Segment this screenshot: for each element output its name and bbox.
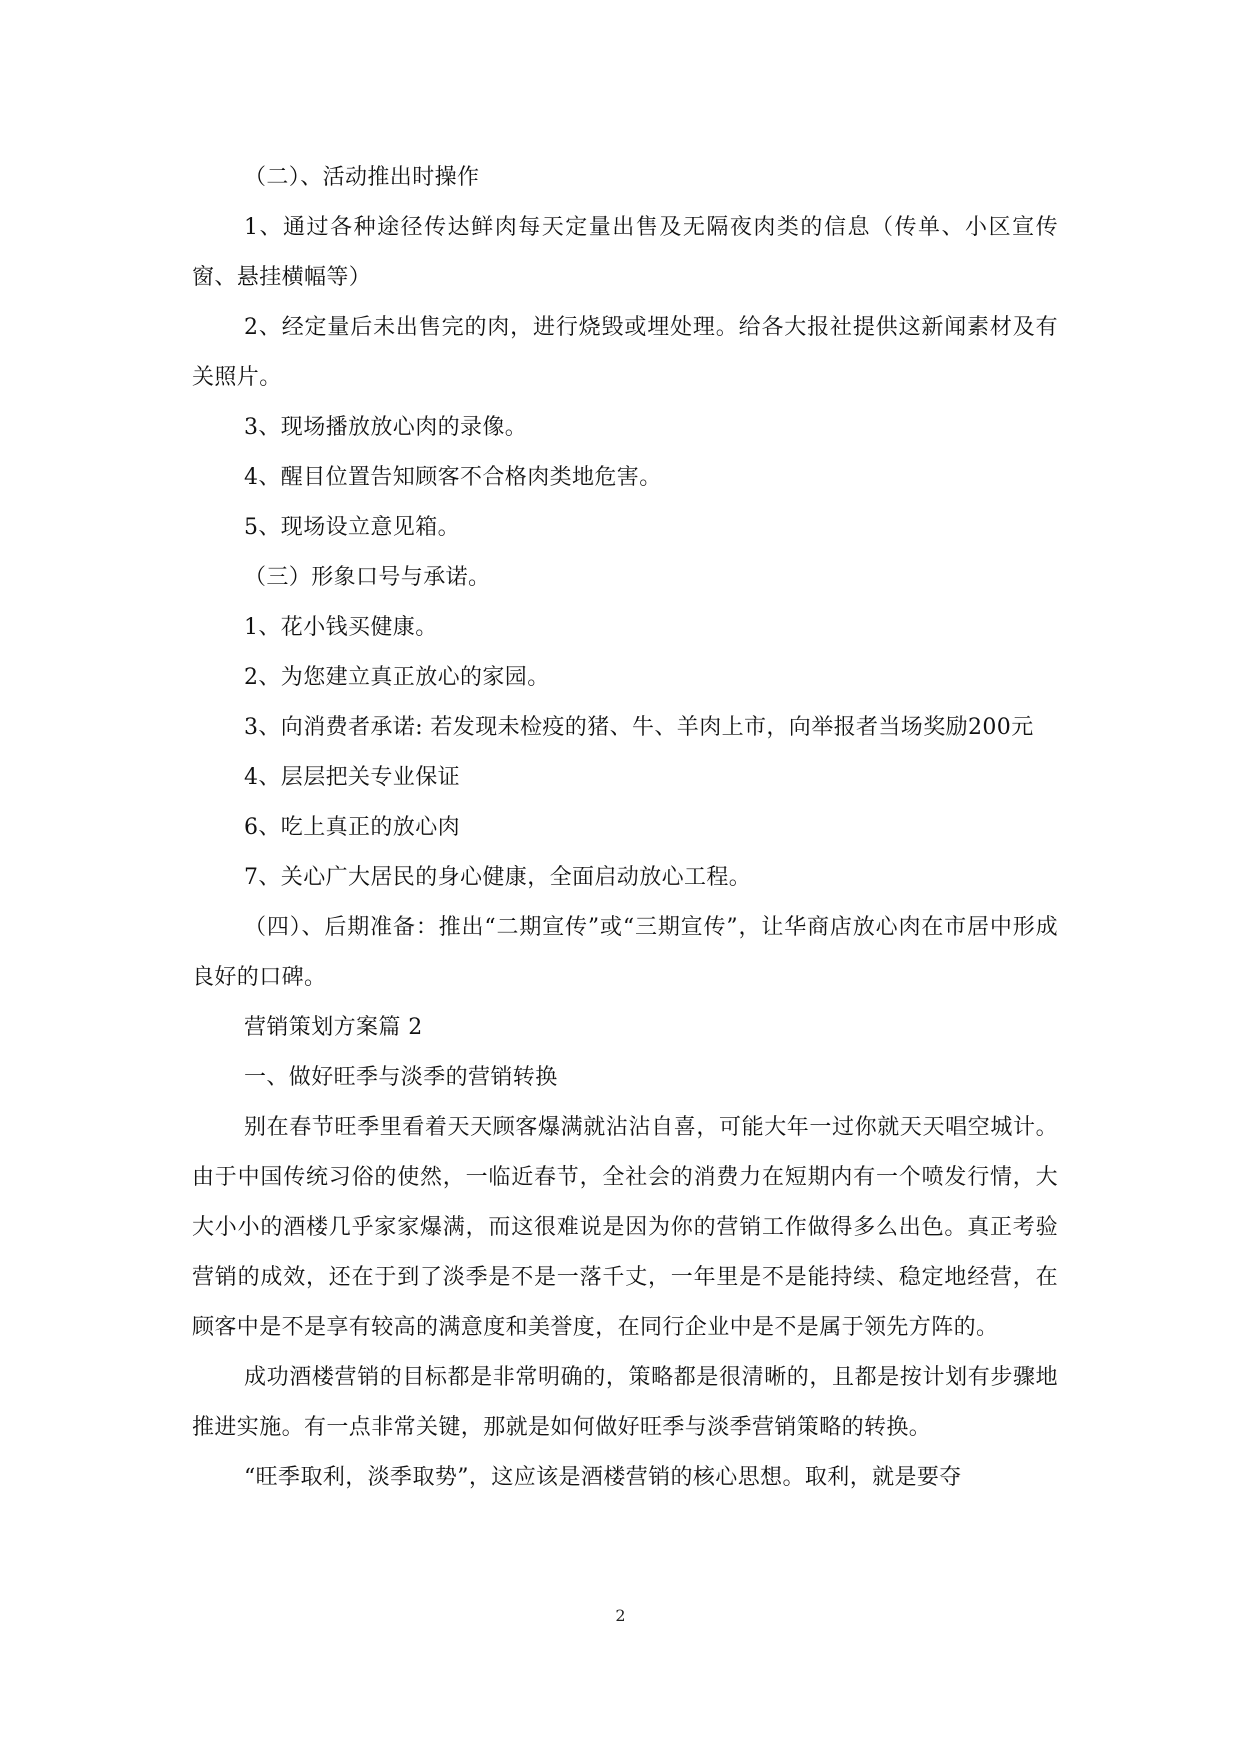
list-item: 2、经定量后未出售完的肉，进行烧毁或埋处理。给各大报社提供这新闻素材及有关照片。 <box>192 315 1058 390</box>
article-title: 营销策划方案篇 2 <box>244 1015 423 1040</box>
document-body <box>192 153 1058 1503</box>
section-heading-4: （四）、后期准备：推出“二期宣传”或“三期宣传”，让华商店放心肉在市居中形成良好的口碑。 <box>192 915 1058 990</box>
list-item: 7、关心广大居民的身心健康，全面启动放心工程。 <box>244 865 752 890</box>
list-item: 6、吃上真正的放心肉 <box>244 815 460 840</box>
list-item: 3、现场播放放心肉的录像。 <box>244 415 528 440</box>
list-item: 4、层层把关专业保证 <box>244 765 460 790</box>
list-item: 3、向消费者承诺: 若发现未检疫的猪、牛、羊肉上市，向举报者当场奖励200元 <box>244 715 1034 740</box>
body-paragraph: “旺季取利，淡季取势”，这应该是酒楼营销的核心思想。取利，就是要夺 <box>244 1465 962 1490</box>
body-paragraph: 成功酒楼营销的目标都是非常明确的，策略都是很清晰的，且都是按计划有步骤地推进实施。有一点非常关键，那就是如何做好旺季与淡季营销策略的转换。 <box>192 1365 1058 1440</box>
section-heading-3: （三）形象口号与承诺。 <box>244 565 491 590</box>
body-paragraph: 别在春节旺季里看着天天顾客爆满就沾沾自喜，可能大年一过你就天天唱空城计。由于中国传统习俗的使然，一临近春节，全社会的消费力在短期内有一个喷发行情，大大小小的酒楼几乎家家爆满，而这很难说是因为你的营销工作做得多么出色。真正考验营销的成效，还在于到了淡季是不是一落千丈，一年里是不是能持续、稳定地经营，在顾客中是不是享有较高的满意度和美誉度，在同行企业中是不是属于领先方阵的。 <box>192 1115 1058 1340</box>
list-item: 4、醒目位置告知顾客不合格肉类地危害。 <box>244 465 662 490</box>
section-heading-2: （二）、活动推出时操作 <box>244 165 480 190</box>
list-item: 1、花小钱买健康。 <box>244 615 438 640</box>
page-number: 2 <box>615 1606 626 1625</box>
list-item: 1、通过各种途径传达鲜肉每天定量出售及无隔夜肉类的信息（传单、小区宣传窗、悬挂横幅等） <box>192 215 1058 290</box>
list-item: 5、现场设立意见箱。 <box>244 515 460 540</box>
section-heading-1: 一、做好旺季与淡季的营销转换 <box>244 1065 558 1090</box>
list-item: 2、为您建立真正放心的家园。 <box>244 665 550 690</box>
